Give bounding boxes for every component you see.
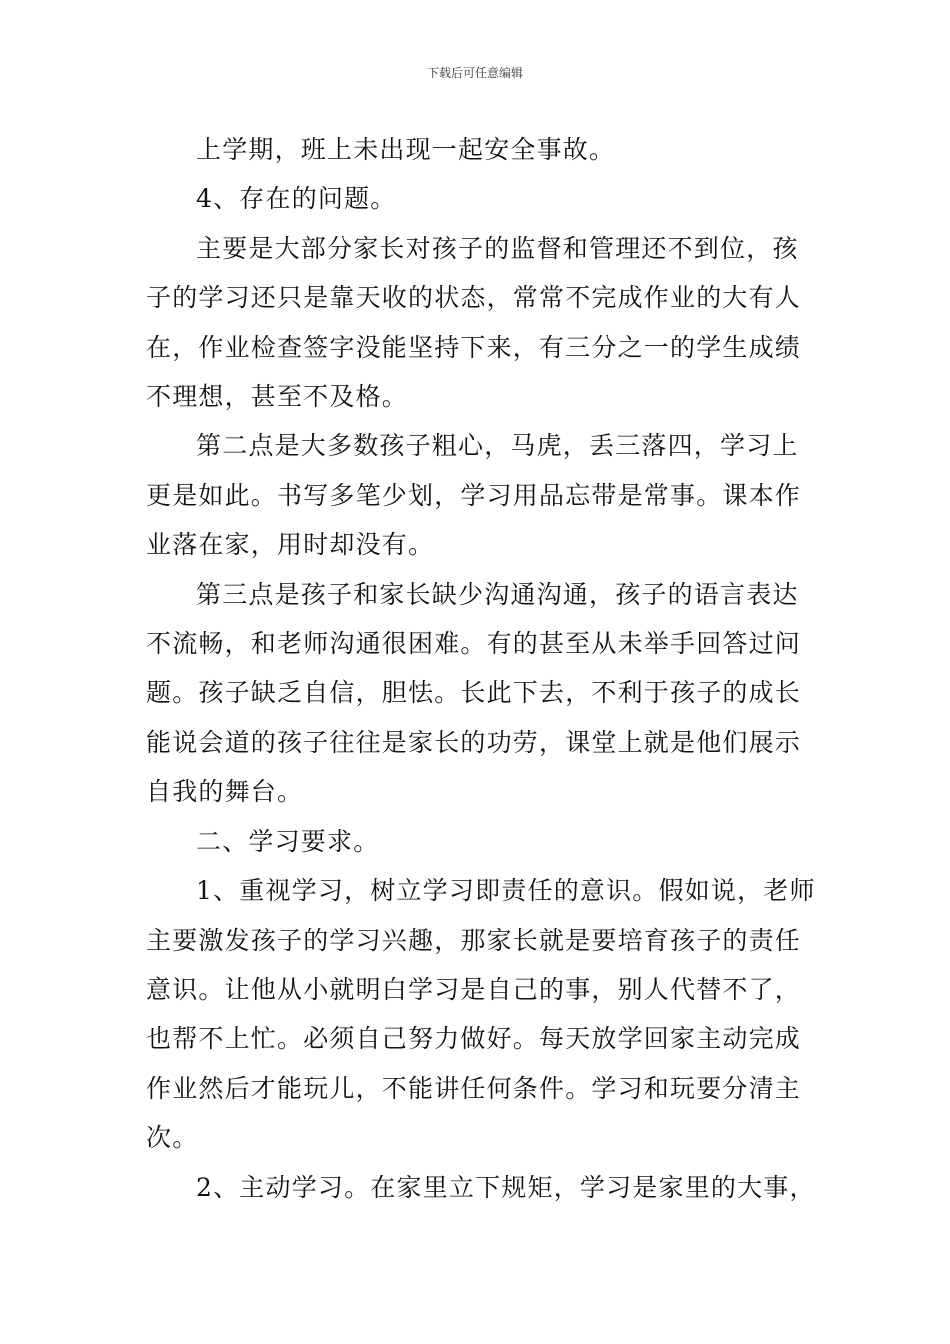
paragraph-8 [146,1163,816,1212]
text-line: 题。孩子缺乏自信，胆怯。长此下去，不利于孩子的成长 [146,678,802,708]
text-line: 也帮不上忙。必须自己努力做好。每天放学回家主动完成 [146,1024,802,1054]
paragraph-4 [146,421,806,569]
text-line: 自我的舞台。 [146,777,304,807]
text-line: 业落在家，用时却没有。 [146,530,435,560]
text-line: 2、主动学习。在家里立下规矩，学习是家里的大事， [196,1172,816,1202]
text-line: 作业然后才能玩儿，不能讲任何条件。学习和玩要分清主 [146,1073,802,1103]
text-line: 第二点是大多数孩子粗心，马虎，丢三落四，学习上 [196,431,799,461]
text-line: 次。 [146,1123,199,1153]
text-line: 不流畅，和老师沟通很困难。有的甚至从未举手回答过问 [146,629,802,659]
paragraph-5 [146,570,806,817]
text-line: 上学期，班上未出现一起安全事故。 [196,135,616,164]
text-line: 第三点是孩子和家长缺少沟通沟通，孩子的语言表达 [196,579,799,609]
paragraph-6 [146,817,806,866]
text-line: 在，作业检查签字没能坚持下来，有三分之一的学生成绩 [146,332,802,362]
paragraph-7 [146,866,816,1162]
document-body [146,125,816,1212]
page-header: 下载后可任意编辑 [426,66,523,80]
paragraph-2 [146,174,806,223]
text-line: 意识。让他从小就明白学习是自己的事，别人代替不了， [146,974,802,1004]
text-line: 主要激发孩子的学习兴趣，那家长就是要培育孩子的责任 [146,925,802,955]
text-line: 1、重视学习，树立学习即责任的意识。假如说，老师 [196,876,816,906]
paragraph-3 [146,224,806,422]
text-line: 子的学习还只是靠天收的状态，常常不完成作业的大有人 [146,283,802,313]
text-line: 二、学习要求。 [196,826,380,856]
paragraph-1 [146,125,806,174]
text-line: 更是如此。书写多笔少划，学习用品忘带是常事。课本作 [146,480,802,510]
text-line: 4、存在的问题。 [196,184,397,214]
text-line: 不理想，甚至不及格。 [146,382,409,412]
text-line: 主要是大部分家长对孩子的监督和管理还不到位，孩 [196,233,799,263]
text-line: 能说会道的孩子往往是家长的功劳，课堂上就是他们展示 [146,727,802,757]
